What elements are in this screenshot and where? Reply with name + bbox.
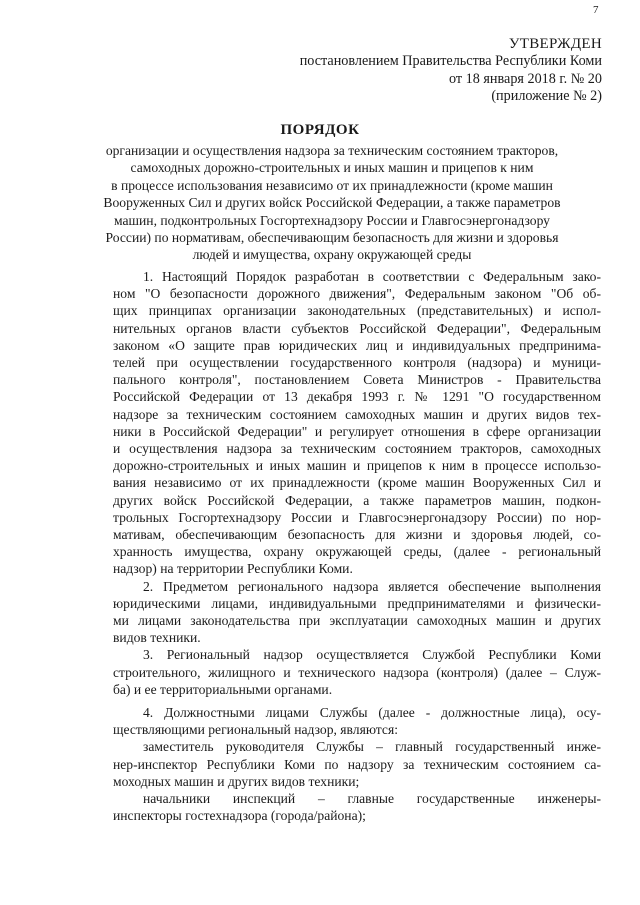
paragraph-1-line: вания независимо от их принадлежности (кроме машин Вооруженных Сил и: [113, 475, 601, 491]
paragraph-2-line: 2. Предметом регионального надзора является обеспечение выполнения: [143, 578, 601, 594]
approval-block: [300, 36, 602, 105]
paragraph-1-line: других войск Российской Федерации, а также параметров машин, подкон-: [113, 492, 601, 508]
paragraph-6: [113, 790, 601, 824]
paragraph-5: [113, 738, 601, 790]
paragraph-1-line: законом «О защите прав юридических лиц и индивидуальных предпринима-: [113, 337, 601, 353]
paragraph-1-line: мативам, обеспечивающим безопасность для жизни и здоровья людей, со-: [113, 527, 601, 543]
word: начальники: [143, 791, 211, 807]
paragraph-1-line: ном "О безопасности дорожного движения", Федеральным законом "Об об-: [113, 286, 601, 302]
paragraph-1-line: надзоре за техническим состоянием самоходных машин и других видов тех-: [113, 406, 601, 422]
word: инженеры-: [537, 791, 601, 807]
paragraph-5-line: моходных машин и других видов техники;: [113, 773, 360, 789]
paragraph-1-line: и осуществления надзора за техническим состоянием тракторов, самоходных: [113, 441, 601, 457]
subtitle-line: самоходных дорожно-строительных и иных машин и прицепов к ним: [130, 160, 534, 176]
paragraph-4-line: ществляющими региональный надзор, являются:: [113, 722, 398, 738]
paragraph-1-line: трольных Госгортехнадзору России и Главгосэнергонадзору России) по нор-: [113, 509, 601, 525]
paragraph-5-line: нер-инспектор Республики Коми по надзору за техническим состоянием са-: [113, 756, 601, 772]
approval-decree: постановлением Правительства Республики Коми: [299, 53, 602, 70]
approval-heading: УТВЕРЖДЕН: [508, 36, 602, 52]
paragraph-2-line: юридическими лицами, индивидуальными предпринимателями и физически-: [113, 595, 601, 611]
paragraph-1-line: хранность имущества, охрану окружающей среды, (далее - региональный: [113, 544, 601, 560]
word: государственные: [416, 791, 515, 807]
paragraph-3-line: 3. Региональный надзор осуществляется Службой Республики Коми: [143, 647, 601, 663]
approval-appendix: (приложение № 2): [491, 87, 602, 104]
document-subtitle: [60, 142, 604, 264]
subtitle-line: России) по нормативам, обеспечивающим безопасность для жизни и здоровья: [105, 230, 559, 246]
paragraph-4: [113, 704, 601, 738]
paragraph-1-line: Российской Федерации от 13 декабря 1993 г. № 1291 "О государственном: [113, 389, 601, 405]
paragraph-1-line: 1. Настоящий Порядок разработан в соответствии с Федеральным зако-: [143, 269, 601, 284]
document-body: [113, 268, 601, 825]
word: главные: [347, 791, 395, 807]
paragraph-1-line: ники в Российской Федерации" и регулирует отношения в сфере организации: [113, 423, 601, 439]
paragraph-2-line: видов техники.: [113, 630, 201, 646]
paragraph-2-line: ми лицами законодательства при эксплуатации самоходных машин и других: [113, 613, 601, 629]
paragraph-1-line: надзор) на территории Республики Коми.: [113, 561, 353, 577]
paragraph-1-line: телей при осуществлении государственного контроля (надзора) и муници-: [113, 355, 601, 371]
paragraph-3-line: ба) и ее территориальными органами.: [113, 681, 333, 697]
paragraph-3-line: строительного, жилищного и технического надзора (контроля) (далее – Служ-: [113, 664, 601, 680]
page-number: 7: [593, 4, 599, 16]
word: инспекций: [232, 791, 296, 807]
document-title: ПОРЯДОК: [280, 122, 360, 138]
paragraph-6-first-line: [113, 790, 601, 807]
subtitle-line: в процессе использования независимо от их принадлежности (кроме машин: [111, 177, 553, 193]
paragraph-1-line: щих принципах организации законодательных (представительных) и испол-: [113, 303, 601, 319]
paragraph-3: [113, 646, 601, 698]
approval-date: от 18 января 2018 г. № 20: [449, 70, 602, 87]
paragraph-5-line: заместитель руководителя Службы – главный государственный инже-: [143, 739, 601, 755]
subtitle-line: людей и имущества, охрану окружающей среды: [192, 247, 472, 263]
paragraph-2: [113, 578, 601, 647]
word: –: [317, 791, 325, 807]
subtitle-line: Вооруженных Сил и других войск Российской Федерации, а также параметров: [103, 195, 561, 211]
paragraph-1-line: пального контроля", постановлением Совета Министров - Правительства: [113, 372, 601, 388]
paragraph-1-line: нительных органов власти субъектов Российской Федерации", Федеральным: [113, 320, 601, 336]
paragraph-1-line: дорожно-строительных и иных машин и прицепов к ним в процессе использо-: [113, 458, 601, 474]
subtitle-line: машин, подконтрольных Госгортехнадзору России и Главгосэнергонадзору: [114, 212, 550, 228]
paragraph-6-line: инспекторы гостехнадзора (города/района);: [113, 808, 366, 824]
paragraph-4-line: 4. Должностными лицами Службы (далее - должностные лица), осу-: [143, 705, 601, 721]
subtitle-line: организации и осуществления надзора за техническим состоянием тракторов,: [105, 143, 559, 158]
paragraph-1: [113, 268, 601, 578]
